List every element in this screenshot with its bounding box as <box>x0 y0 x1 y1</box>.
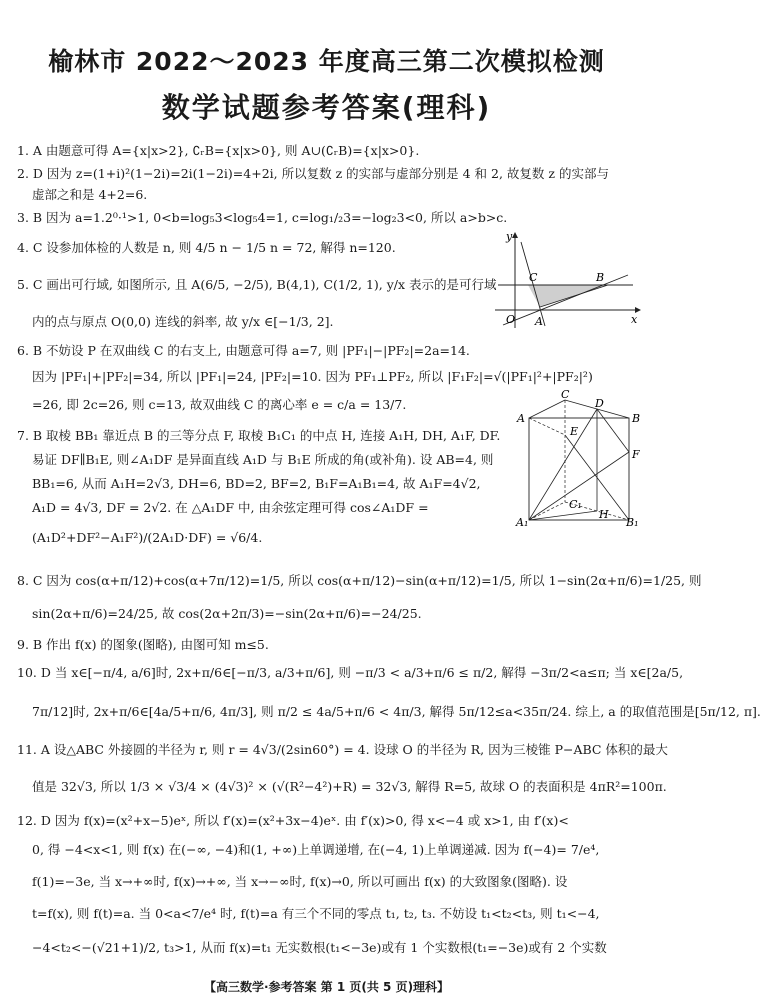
axis-label-y: y <box>506 230 513 243</box>
vertex-label-c: C <box>561 388 570 401</box>
point-label-a: A <box>535 315 543 328</box>
answer-line: 8. C 因为 cos(α+π/12)+cos(α+7π/12)=1/5, 所以 cos(α+π/12)−sin(α+π/12)=1/5, 所以 1−sin(2α+π/6)=1/25, 则 <box>17 573 702 588</box>
answer-line: −4<t₂<−(√21+1)/2, t₃>1, 从而 f(x)=t₁ 无实数根(t₁<−3e)或有 1 个实数根(t₁=−3e)或有 2 个实数 <box>32 940 607 955</box>
vertex-label-a1: A₁ <box>516 516 529 529</box>
answer-line: 5. C 画出可行域, 如图所示, 且 A(6/5, −2/5), B(4,1), C(1/2, 1), y/x 表示的是可行域 <box>17 277 497 292</box>
answer-line: 4. C 设参加体检的人数是 n, 则 4/5 n − 1/5 n = 72, 解得 n=120. <box>17 240 396 255</box>
answer-line: 7π/12]时, 2x+π/6∈[4a/5+π/6, 4π/3], 则 π/2 ≤ 4a/5+π/6 < 4π/3, 解得 5π/12≤a<35π/24. 综上, a 的取值范围是[5π/12, π]. <box>32 704 761 719</box>
answer-line: 12. D 因为 f(x)=(x²+x−5)eˣ, 所以 f′(x)=(x²+3x−4)eˣ. 由 f′(x)>0, 得 x<−4 或 x>1, 由 f′(x)< <box>17 813 569 828</box>
feasible-region-figure <box>493 230 643 330</box>
answer-line: 6. B 不妨设 P 在双曲线 C 的右支上, 由题意可得 a=7, 则 |PF₁|−|PF₂|=2a=14. <box>17 343 470 358</box>
answer-line: 易证 DF∥B₁E, 则∠A₁DF 是异面直线 A₁D 与 B₁E 所成的角(或补角). 设 AB=4, 则 <box>32 452 494 467</box>
axis-label-x: x <box>631 313 638 326</box>
page-footer: 【高三数学·参考答案 第 1 页(共 5 页)理科】 <box>203 980 450 994</box>
answer-line: 1. A 由题意可得 A={x|x>2}, ∁ᵣB={x|x>0}, 则 A∪(∁ᵣB)={x|x>0}. <box>17 143 420 158</box>
answer-line: 内的点与原点 O(0,0) 连线的斜率, 故 y/x ∈[−1/3, 2]. <box>32 314 334 329</box>
answer-line: BB₁=6, 从而 A₁H=2√3, DH=6, BD=2, BF=2, B₁F=A₁B₁=4, 故 A₁F=4√2, <box>32 476 481 491</box>
vertex-label-c1: C₁ <box>569 498 582 511</box>
answer-line: A₁D = 4√3, DF = 2√2. 在 △A₁DF 中, 由余弦定理可得 cos∠A₁DF = <box>32 500 429 515</box>
answer-line: 2. D 因为 z=(1+i)²(1−2i)=2i(1−2i)=4+2i, 所以复数 z 的实部与虚部分别是 4 和 2, 故复数 z 的实部与 <box>17 166 609 181</box>
vertex-label-b1: B₁ <box>626 516 639 529</box>
point-label-b: B <box>596 271 605 284</box>
prism-figure <box>515 390 645 530</box>
answer-line: 3. B 因为 a=1.2⁰·¹>1, 0<b=log₅3<log₅4=1, c=log₁/₂3=−log₂3<0, 所以 a>b>c. <box>17 210 508 225</box>
vertex-label-b: B <box>632 412 641 425</box>
point-label-c: C <box>529 271 538 284</box>
answer-line: 值是 32√3, 所以 1/3 × √3/4 × (4√3)² × (√(R²−4²)+R) = 32√3, 解得 R=5, 故球 O 的表面积是 4πR²=100π. <box>32 779 667 794</box>
point-label-f: F <box>632 448 640 461</box>
document-title: 榆林市 2022～2023 年度高三第二次模拟检测 <box>48 47 605 76</box>
origin-label: O <box>506 313 516 326</box>
document-subtitle: 数学试题参考答案(理科) <box>161 91 492 124</box>
answer-line: 因为 |PF₁|+|PF₂|=34, 所以 |PF₁|=24, |PF₂|=10. 因为 PF₁⊥PF₂, 所以 |F₁F₂|=√(|PF₁|²+|PF₂|²) <box>32 369 593 384</box>
answer-line: 10. D 当 x∈[−π/4, a/6]时, 2x+π/6∈[−π/3, a/3+π/6], 则 −π/3 < a/3+π/6 ≤ π/2, 解得 −3π/2<a≤π; 当 x∈[2a/5, <box>17 665 684 680</box>
vertex-label-a: A <box>517 412 525 425</box>
vertex-label-d: D <box>595 397 604 410</box>
point-label-h: H <box>599 508 609 521</box>
answer-line: =26, 即 2c=26, 则 c=13, 故双曲线 C 的离心率 e = c/a = 13/7. <box>32 397 407 412</box>
answer-line: t=f(x), 则 f(t)=a. 当 0<a<7/e⁴ 时, f(t)=a 有三个不同的零点 t₁, t₂, t₃. 不妨设 t₁<t₂<t₃, 则 t₁<−4, <box>32 906 600 921</box>
answer-line: (A₁D²+DF²−A₁F²)/(2A₁D·DF) = √6/4. <box>32 530 263 545</box>
answer-line: 0, 得 −4<x<1, 则 f(x) 在(−∞, −4)和(1, +∞)上单调递增, 在(−4, 1)上单调递减. 因为 f(−4)= 7/e⁴, <box>32 842 600 857</box>
answer-line: f(1)=−3e, 当 x→+∞时, f(x)→+∞, 当 x→−∞时, f(x)→0, 所以可画出 f(x) 的大致图象(图略). 设 <box>32 874 568 889</box>
answer-line: 9. B 作出 f(x) 的图象(图略), 由图可知 m≤5. <box>17 637 269 652</box>
answer-line: sin(2α+π/6)=24/25, 故 cos(2α+2π/3)=−sin(2α+π/6)=−24/25. <box>32 606 422 621</box>
answer-line: 虚部之和是 4+2=6. <box>32 187 148 202</box>
answer-line: 11. A 设△ABC 外接圆的半径为 r, 则 r = 4√3/(2sin60°) = 4. 设球 O 的半径为 R, 因为三棱锥 P−ABC 体积的最大 <box>17 742 668 757</box>
answer-line: 7. B 取棱 BB₁ 靠近点 B 的三等分点 F, 取棱 B₁C₁ 的中点 H, 连接 A₁H, DH, A₁F, DF. <box>17 428 501 443</box>
point-label-e: E <box>570 425 579 438</box>
